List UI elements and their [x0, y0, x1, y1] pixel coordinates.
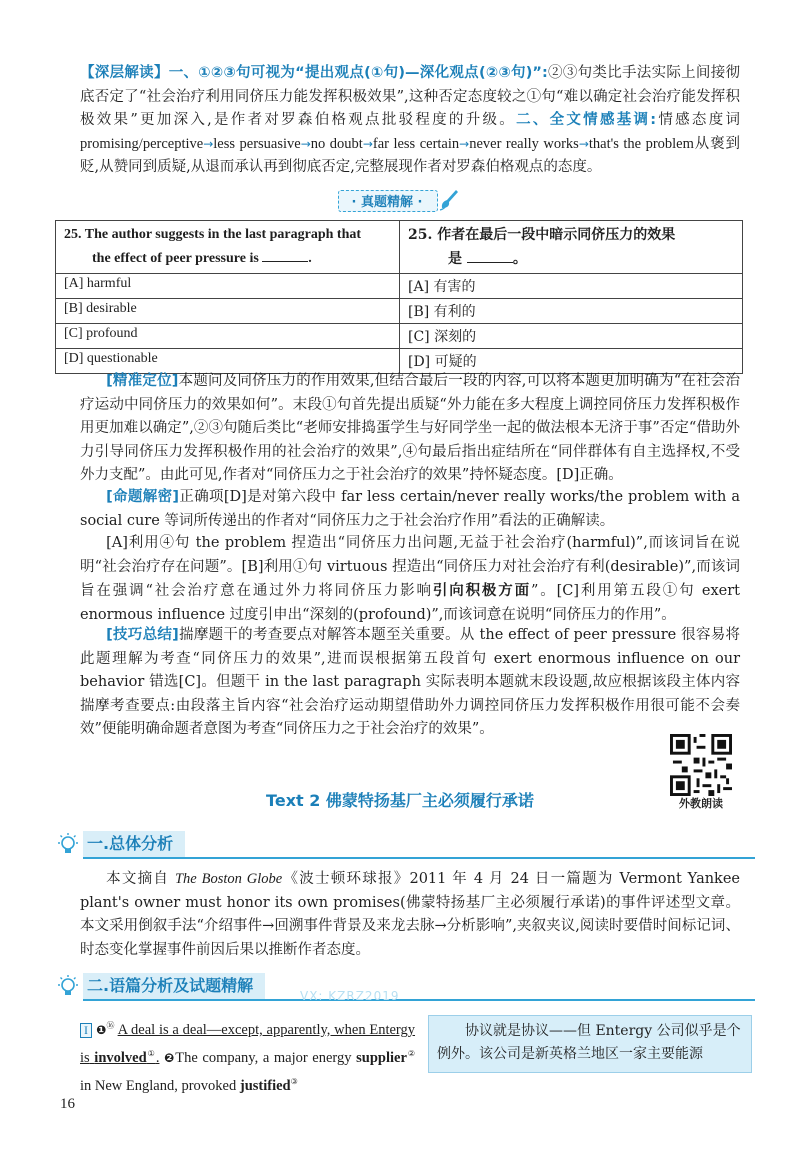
option-cn: [D] 可疑的 [400, 349, 743, 374]
question-table [55, 220, 743, 374]
distractor-emphasis: 引向积极方面 [432, 582, 532, 599]
deep-analysis-text: ②③句类比手法实际上间接彻底否定了“社会治疗利用同侪压力能发挥积极效果”,这种否定态度较之①句“难以确定社会治疗能发挥积极效果”更加深入,是作者对罗森伯格观点批驳程度的升级。 [80, 65, 741, 128]
question-english [56, 221, 400, 274]
arrow-icon: → [203, 136, 214, 151]
sentence-note: ⑯ [106, 1021, 115, 1030]
arrow-icon: → [459, 136, 470, 151]
precise-location-label: [精准定位] [106, 373, 179, 389]
distractor-text-a: [A]利用④句 the problem 捏造出“同侪压力出问题,无益于社会治疗(harmful)”,而该词旨在说明“社会治疗存在问题”。[B]利用①句 virtuous 捏造出“同侪压力对社会治疗有利(desirable)”,而该词旨在强调“社会治疗意在通过外力将同侪压力影响 [80, 535, 740, 599]
option-en: [B] desirable [56, 299, 400, 324]
tone-word-6: that's the problem [588, 135, 694, 152]
tone-word-1: 情感态度词 promising/perceptive [80, 112, 740, 152]
question-en-end: . [308, 251, 312, 266]
vocab-involved: involved [94, 1049, 147, 1066]
sentence-number: ❶ [96, 1022, 107, 1037]
option-cn: [C] 深刻的 [400, 324, 743, 349]
exam-analysis-banner [338, 188, 458, 212]
option-row [56, 299, 743, 324]
tone-word-5: never really works [469, 135, 579, 152]
section-heading-label: 二.语篇分析及试题精解 [83, 973, 265, 999]
section-overall-analysis [55, 831, 755, 859]
arrow-icon: → [300, 136, 311, 151]
translation-text: 协议就是协议——但 Entergy 公司似乎是个例外。该公司是新英格兰地区一家主要能源 [437, 1023, 741, 1062]
question-chinese [400, 221, 743, 274]
question-en-line1: 25. The author suggests in the last paragraph that [64, 227, 362, 242]
vocab-note: ② [406, 1048, 416, 1058]
tone-word-3: no doubt [310, 135, 363, 152]
question-cn-end: 。 [512, 251, 527, 267]
option-en: [D] questionable [56, 349, 400, 374]
option-en: [A] harmful [56, 274, 400, 299]
answer-blank [262, 247, 308, 262]
distractor-text-c: ”。[C]利用第五段①句 exert enormous influence 过度引申出“深刻的(profound)”,而该词意在说明“同侪压力的作用”。 [80, 583, 741, 623]
sentence-1-part-a: A deal is a deal—except, apparently, when Entergy is [80, 1021, 416, 1066]
skill-summary-paragraph [80, 624, 740, 742]
precise-location-text: 本题问及同侪压力的作用效果,但结合最后一段的内容,可以将本题更加明确为“在社会治疗运动中同侪压力的效果如何”。末段①句首先提出质疑“外力能在多大程度上调控同侪压力发挥积极作用更加难以确定”,②③句随后类比“老师安排捣蛋学生与好同学坐一起的做法根本无济于事”否定“借助外力引导同侪压力发挥积极作用的社会治疗的效果”,④句最后指出症结所在“同伴群体有自主选择权,不受外力支配”。由此可见,作者对“同侪压力之于社会治疗的效果”持怀疑态度。[D]正确。 [80, 373, 740, 483]
vocab-note: ③ [290, 1076, 298, 1086]
lightbulb-icon [55, 832, 81, 858]
source-name: The Boston Globe [174, 871, 283, 887]
page-number: 16 [60, 1096, 75, 1112]
qr-caption: 外教朗读 [679, 797, 723, 810]
section-heading-label: 一.总体分析 [83, 831, 185, 857]
sentence-2-part-a: The company, a major energy [175, 1049, 352, 1066]
precise-location-paragraph [80, 370, 740, 488]
emotion-tone-heading: 二、全文情感基调: [516, 112, 657, 128]
question-decode-label: [命题解密] [106, 489, 180, 505]
question-decode-text: 正确项[D]是对第六段中 far less certain/never really works/the problem with a social cure 等词所传递出的作者对“同侪压力之于社会治疗作用”看法的正确解读。 [80, 489, 740, 529]
deep-analysis-label: 【深层解读】 [80, 65, 169, 81]
brush-icon [438, 188, 460, 212]
arrow-icon: → [362, 136, 373, 151]
option-row [56, 274, 743, 299]
paragraph-number: I [80, 1023, 92, 1038]
tone-summary: 从褒到贬,从赞同到质疑,从退而承认再到彻底否定,完整展现作者对罗森伯格观点的态度。 [80, 135, 740, 175]
sentence-2-part-b: in New England, provoked [80, 1077, 237, 1094]
overall-text-a: 本文摘自 [106, 871, 170, 887]
distractor-paragraph [80, 532, 740, 627]
vocab-note: ① [146, 1048, 156, 1058]
sentence-number: ❷ [164, 1050, 176, 1065]
lightbulb-icon [55, 974, 81, 1000]
vocab-justified: justified [239, 1077, 291, 1094]
question-en-line2: the effect of peer pressure is [92, 251, 259, 266]
arrow-icon: → [578, 136, 589, 151]
option-en: [C] profound [56, 324, 400, 349]
banner-label: · 真题精解 · [351, 195, 423, 210]
tone-word-4: far less certain [372, 135, 460, 152]
qr-code-icon[interactable] [670, 734, 732, 796]
overall-analysis-paragraph [80, 868, 740, 962]
option-cn: [A] 有害的 [400, 274, 743, 299]
skill-summary-text: 揣摩题干的考查要点对解答本题至关重要。从 the effect of peer pressure 很容易将此题理解为考查“同侪压力的效果”,进而误根据第五段首句 exert enormous influence on our behavior 错选[C]。但题干 in the last paragraph 实际表明本题就末段设题,故应根据该段主体内容揣摩考查要点:由段落主旨内容“社会治疗运动期望借助外力调控同侪压力发挥积极作用很可能不会奏效”便能明确命题者意图为考查“同侪压力之于社会治疗的效果”。 [80, 627, 741, 737]
question-row [56, 221, 743, 274]
section-underline [83, 857, 755, 859]
sentence-structure-heading: 一、①②③句可视为“提出观点(①句)—深化观点(②③句)”: [168, 65, 548, 81]
section-discourse-analysis [55, 973, 755, 1001]
answer-blank [467, 248, 513, 263]
section-underline [83, 999, 755, 1001]
skill-summary-label: [技巧总结] [106, 627, 179, 643]
watermark: VX: KZRZ2019 [300, 989, 400, 1003]
option-row [56, 324, 743, 349]
tone-word-2: less persuasive [213, 135, 301, 152]
question-cn-line1: 25. 作者在最后一段中暗示同侪压力的效果 [408, 227, 676, 243]
text2-title: Text 2 佛蒙特扬基厂主必须履行承诺 [266, 791, 534, 810]
translation-box [428, 1015, 752, 1073]
question-decode-paragraph [80, 486, 740, 533]
deep-analysis-paragraph [80, 62, 740, 180]
overall-text-b: 《波士顿环球报》2011 年 4 月 24 日一篇题为 Vermont Yankee plant's owner must honor its own promises(佛蒙特扬基厂主必须履行承诺)的事件评述型文章。本文采用倒叙手法“介绍事件→回溯事件背景及来龙去脉→分析影响”,夹叙夹议,阅读时要借时间标记词、时态变化掌握事件前因后果以推断作者态度。 [80, 871, 741, 958]
option-cn: [B] 有利的 [400, 299, 743, 324]
question-cn-line2: 是 [448, 251, 462, 267]
sentence-1-end: . [155, 1049, 160, 1066]
passage-paragraph-1 [80, 1014, 415, 1097]
vocab-supplier: supplier [356, 1049, 407, 1066]
